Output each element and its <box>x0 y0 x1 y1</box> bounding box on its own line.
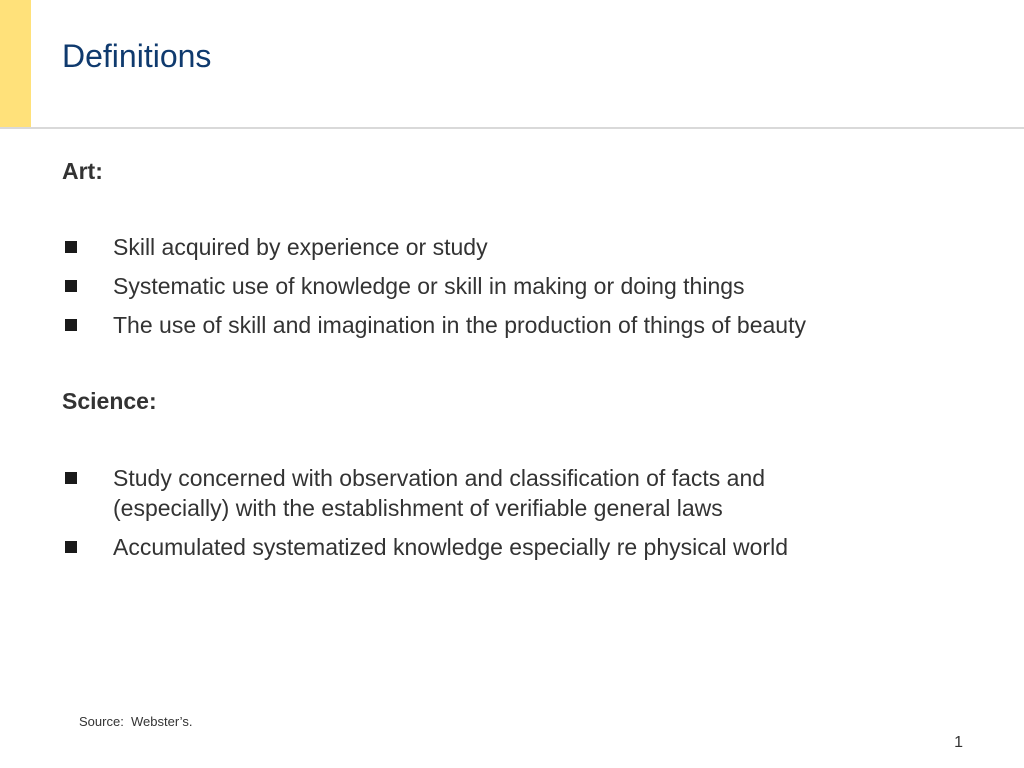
square-bullet-icon <box>65 241 77 253</box>
square-bullet-icon <box>65 319 77 331</box>
list-item <box>62 271 962 301</box>
science-definitions-list <box>62 463 862 571</box>
title-accent-bar <box>0 0 31 128</box>
square-bullet-icon <box>65 280 77 292</box>
list-item <box>62 532 862 562</box>
art-definitions-list <box>62 232 962 349</box>
section-heading-art: Art: <box>62 158 103 184</box>
source-note: Source: Webster’s. <box>79 714 193 729</box>
list-item-text: Systematic use of knowledge or skill in making or doing things <box>113 273 745 299</box>
list-item <box>62 310 962 340</box>
page-number: 1 <box>954 734 963 751</box>
square-bullet-icon <box>65 472 77 484</box>
list-item <box>62 463 862 523</box>
header-divider <box>0 127 1024 129</box>
square-bullet-icon <box>65 541 77 553</box>
section-heading-science: Science: <box>62 388 157 414</box>
list-item-text: Accumulated systematized knowledge especially re physical world <box>113 534 788 560</box>
list-item <box>62 232 962 262</box>
slide-title: Definitions <box>62 38 212 74</box>
list-item-text: Study concerned with observation and classification of facts and (especially) with the establishment of verifiable general laws <box>113 465 766 521</box>
list-item-text: The use of skill and imagination in the production of things of beauty <box>113 312 806 338</box>
list-item-text: Skill acquired by experience or study <box>113 234 488 260</box>
